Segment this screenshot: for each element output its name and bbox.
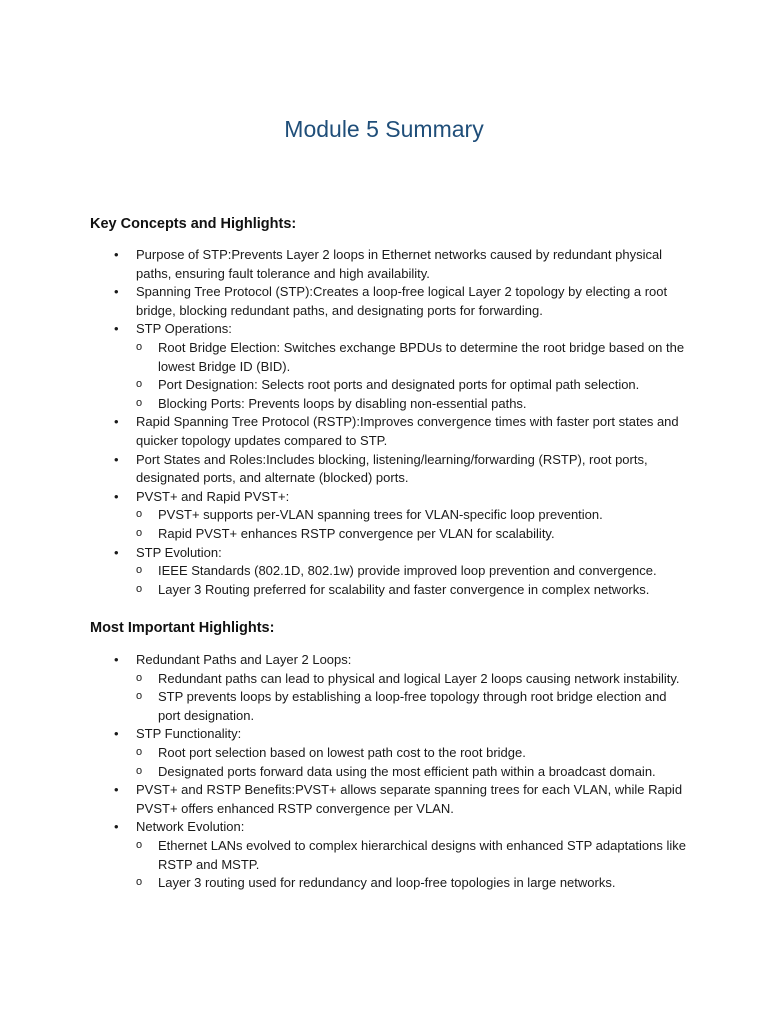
list-item-text: Network Evolution: — [136, 819, 245, 835]
list-item — [90, 451, 690, 488]
sub-list — [136, 506, 690, 543]
list-item — [90, 283, 690, 320]
list-item-text: STP Operations: — [136, 321, 232, 337]
key-concepts-list — [90, 246, 690, 599]
list-item-text: Spanning Tree Protocol (STP):Creates a loop-free logical Layer 2 topology by electing a root bridge, blocking redundant paths, and designating ports for forwarding. — [136, 284, 668, 318]
list-item-text: STP Evolution: — [136, 544, 222, 560]
sub-list-item: o Layer 3 routing used for redundancy and loop-free topologies in large networks. — [136, 874, 690, 893]
sub-list-item: o Root Bridge Election: Switches exchange BPDUs to determine the root bridge based on the lowest Bridge ID (BID). — [136, 339, 690, 376]
list-item — [90, 413, 690, 450]
list-item-text: PVST+ and Rapid PVST+: — [136, 488, 290, 504]
sub-list — [136, 744, 690, 781]
sub-list-item: o Blocking Ports: Prevents loops by disabling non-essential paths. — [136, 395, 690, 414]
sub-list-item: o Layer 3 Routing preferred for scalability and faster convergence in complex networks. — [136, 581, 690, 600]
list-item — [90, 320, 690, 413]
section-heading-key-concepts: Key Concepts and Highlights: — [90, 216, 297, 232]
section-heading-most-important: Most Important Highlights: — [90, 620, 275, 636]
sub-list — [136, 670, 690, 726]
sub-list-item: o Port Designation: Selects root ports and designated ports for optimal path selection. — [136, 376, 690, 395]
list-item — [90, 544, 690, 600]
sub-list — [136, 837, 690, 893]
sub-list-item: o Ethernet LANs evolved to complex hierarchical designs with enhanced STP adaptations like RSTP and MSTP. — [136, 837, 690, 874]
sub-list-item: o Redundant paths can lead to physical and logical Layer 2 loops causing network instability. — [136, 670, 690, 689]
sub-list-item: o PVST+ supports per-VLAN spanning trees for VLAN-specific loop prevention. — [136, 506, 690, 525]
sub-list-item: o Root port selection based on lowest path cost to the root bridge. — [136, 744, 690, 763]
list-item — [90, 246, 690, 283]
sub-list — [136, 339, 690, 413]
list-item-text: Rapid Spanning Tree Protocol (RSTP):Improves convergence times with faster port states and quicker topology updates compared to STP. — [136, 414, 679, 448]
list-item-text: Port States and Roles:Includes blocking, listening/learning/forwarding (RSTP), root ports, designated ports, and alternate (blocked) ports. — [136, 451, 648, 486]
list-item-text: STP Functionality: — [136, 726, 242, 742]
sub-list-item: o Rapid PVST+ enhances RSTP convergence per VLAN for scalability. — [136, 525, 690, 544]
list-item — [90, 725, 690, 781]
list-item-text: Purpose of STP:Prevents Layer 2 loops in Ethernet networks caused by redundant physical paths, ensuring fault tolerance and high availability. — [136, 247, 663, 281]
most-important-list — [90, 651, 690, 893]
sub-list-item: o IEEE Standards (802.1D, 802.1w) provide improved loop prevention and convergence. — [136, 562, 690, 581]
list-item-text: Redundant Paths and Layer 2 Loops: — [136, 652, 352, 667]
sub-list-item: o Designated ports forward data using the most efficient path within a broadcast domain. — [136, 763, 690, 782]
list-item — [90, 818, 690, 892]
page-title: Module 5 Summary — [284, 116, 484, 142]
list-item — [90, 488, 690, 544]
sub-list-item: o STP prevents loops by establishing a loop-free topology through root bridge election and port designation. — [136, 688, 690, 725]
list-item — [90, 781, 690, 818]
list-item — [90, 651, 690, 725]
list-item-text: PVST+ and RSTP Benefits:PVST+ allows separate spanning trees for each VLAN, while Rapid PVST+ offers enhanced RSTP convergence per VLAN. — [136, 782, 683, 816]
sub-list — [136, 562, 690, 599]
